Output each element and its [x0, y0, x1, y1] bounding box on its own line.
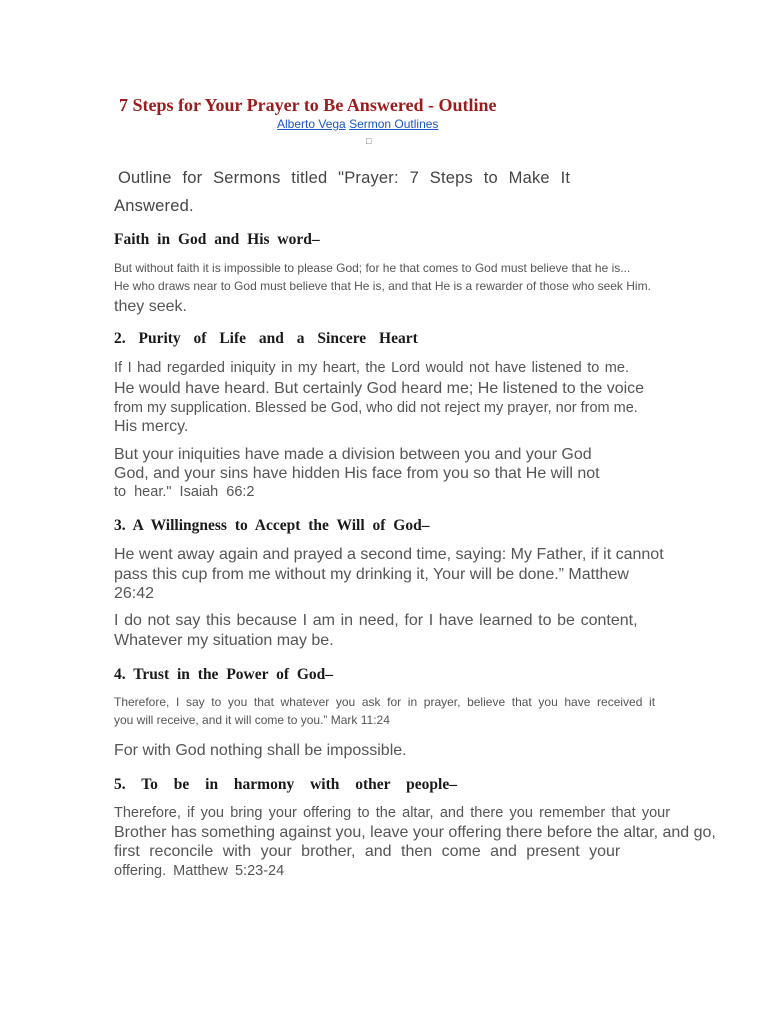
section-5-text-2: Brother has something against you, leave your offering there before the altar, and go, [114, 824, 716, 841]
section-5-text-4: offering. Matthew 5:23-24 [114, 863, 285, 879]
intro-line-2: Answered. [114, 197, 194, 215]
section-5-text-1: Therefore, if you bring your offering to the altar, and there you remember that your [114, 805, 671, 821]
section-4-text-2: you will receive, and it will come to you.” Mark 11:24 [114, 713, 390, 727]
section-4-text-1: Therefore, I say to you that whatever you ask for in prayer, believe that you have received it [114, 695, 656, 709]
section-1-heading: Faith in God and His word– [114, 231, 320, 248]
sermon-outlines-link[interactable]: Sermon Outlines [349, 117, 439, 131]
section-3-text-4: I do not say this because I am in need, for I have learned to be content, [114, 612, 638, 629]
section-2-text-1: If I had regarded iniquity in my heart, the Lord would not have listened to me. [114, 360, 629, 376]
page-title: 7 Steps for Your Prayer to Be Answered - Outline [119, 95, 497, 115]
section-5-text-3: first reconcile with your brother, and then come and present your [114, 843, 621, 860]
section-2-text-4: His mercy. [114, 418, 189, 435]
section-2-text-3: from my supplication. Blessed be God, who did not reject my prayer, nor from me. [114, 400, 638, 416]
section-1-text-2: He who draws near to God must believe that He is, and that He is a rewarder of those who seek Him. [114, 279, 651, 293]
section-2-text-6: God, and your sins have hidden His face from you so that He will not [114, 465, 600, 482]
section-1-text-3: they seek. [114, 298, 187, 315]
section-4-text-3: For with God nothing shall be impossible. [114, 742, 407, 759]
section-3-text-5: Whatever my situation may be. [114, 632, 334, 649]
intro-line-1: Outline for Sermons titled "Prayer: 7 Steps to Make It [118, 169, 571, 187]
placeholder-glyph: □ [366, 136, 372, 146]
author-link[interactable]: Alberto Vega [277, 117, 346, 131]
section-5-heading: 5. To be in harmony with other people– [114, 776, 457, 793]
section-2-text-7: to hear." Isaiah 66:2 [114, 484, 255, 500]
section-3-text-3: 26:42 [114, 585, 155, 602]
section-2-heading: 2. Purity of Life and a Sincere Heart [114, 330, 418, 347]
section-4-heading: 4. Trust in the Power of God– [114, 666, 334, 683]
section-3-text-2: pass this cup from me without my drinking it, Your will be done.” Matthew [114, 566, 629, 583]
section-1-text-1: But without faith it is impossible to please God; for he that comes to God must believe that he is... [114, 261, 631, 275]
section-2-text-5: But your iniquities have made a division between you and your God [114, 446, 592, 463]
section-3-heading: 3. A Willingness to Accept the Will of God– [114, 517, 430, 534]
section-2-text-2: He would have heard. But certainly God heard me; He listened to the voice [114, 380, 645, 397]
byline [277, 117, 478, 131]
section-3-text-1: He went away again and prayed a second time, saying: My Father, if it cannot [114, 546, 664, 563]
